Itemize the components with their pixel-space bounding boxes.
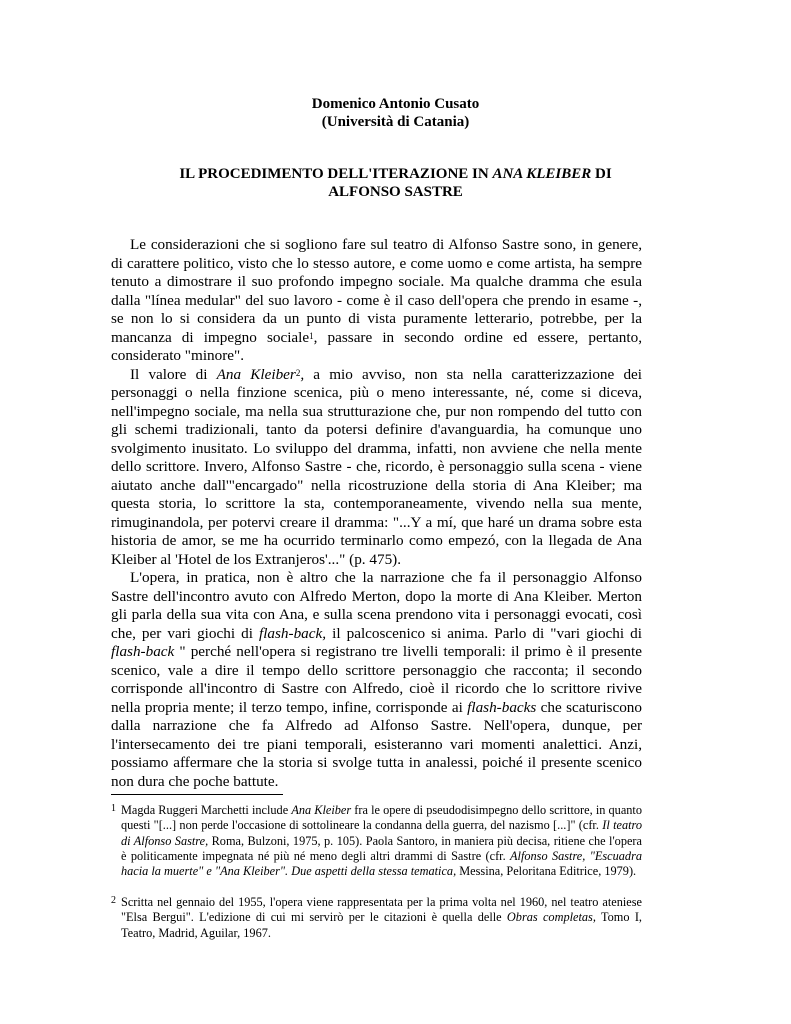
p3-flashback-2: flash-back — [111, 643, 175, 660]
fn1-text-a: Magda Ruggeri Marchetti include — [121, 803, 292, 817]
fn2-italic-1: Obras completas, — [506, 910, 596, 925]
p3-flashback-1: flash-back, — [258, 624, 327, 642]
footnote-ref-2[interactable]: 2 — [295, 367, 301, 378]
footnote-2 — [111, 895, 642, 941]
fn2-text-b: Tomo I, Teatro, Madrid, Aguilar, 1967. — [121, 910, 642, 940]
paragraph-2 — [111, 366, 642, 570]
fn1-italic-1: Ana Kleiber — [291, 803, 352, 817]
footnote-separator — [111, 794, 283, 795]
title-part2: DI — [591, 166, 612, 182]
p3-text-d: che scaturiscono dalla narrazione che fa Alfredo ad Alfonso Sastre. Nell'opera, dunque, per l'intersecamento dei tre piani temporali, esisteranno vari momenti analettici. Anzi, possiamo affermare che la storia si svolge tutta in analessi, poiché il presente scenico non dura che poche battute. — [111, 698, 642, 790]
fn1-italic-3: Alfonso Sastre, "Escuadra hacia la muerte" e "Ana Kleiber". Due aspetti della stessa tematica, — [121, 848, 643, 879]
footnote-1-text — [121, 803, 642, 879]
p1-text-b: , passare in secondo ordine ed essere, pertanto, considerato "minore". — [111, 328, 642, 364]
title-part1: IL PROCEDIMENTO DELL'ITERAZIONE IN — [179, 166, 493, 182]
p3-flashbacks: flash-backs — [467, 698, 537, 716]
p3-text-c: " perché nell'opera si registrano tre livelli temporali: il primo è il presente scenico, vale a dire il tempo dello scrittore personaggio che racconta; il secondo corrisponde all'incontro di Sastre con Alfredo, cioè il ricordo che lo scrittore rivive nella propria mente; il terzo tempo, infine, corrisponde ai — [111, 643, 642, 716]
fn1-italic-2: Il teatro di Alfonso Sastre, — [121, 818, 642, 848]
fn1-text-c: Roma, Bulzoni, 1975, p. 105). Paola Santoro, in maniera più decisa, ritiene che l'opera è politicamente impegnata né più né meno degli altri drammi di Sastre (cfr. — [121, 833, 642, 863]
fn2-text-a: Scritta nel gennaio del 1955, l'opera viene rappresentata per la prima volta nel 1960, nel teatro ateniese "Elsa Bergui". L'edizione di cui mi servirò per le citazioni è quella delle — [121, 895, 642, 925]
fn1-text-d: Messina, Peloritana Editrice, 1979). — [456, 864, 637, 879]
author-name: Domenico Antonio Cusato — [311, 96, 480, 112]
article-title-line2: ALFONSO SASTRE — [328, 184, 463, 200]
footnote-2-text — [121, 895, 642, 941]
p2-text-a: Il valore di — [130, 365, 217, 383]
article-title-line1 — [0, 166, 791, 183]
title-work: ANA KLEIBER — [492, 166, 592, 182]
footnote-2-number: 2 — [111, 895, 116, 906]
footnote-ref-1[interactable]: 1 — [309, 330, 314, 341]
p2-work-title: Ana Kleiber — [216, 365, 296, 383]
p1-text-a: Le considerazioni che si sogliono fare sul teatro di Alfonso Sastre sono, in genere, di carattere politico, visto che lo stesso autore, e come uomo e come artista, ha sempre tenuto a dimostrare il suo profondo impegno sociale. Ma qualche dramma che esula dalla "línea medular" del suo lavoro - come è il caso dell'opera che prendo in esame -, se non lo si considera da un punto di vista puramente letterario, potrebbe, per la mancanza di impegno sociale — [111, 236, 642, 346]
p3-text-a: L'opera, in pratica, non è altro che la narrazione che fa il personaggio Alfonso Sastre dell'incontro avuto con Alfredo Merton, dopo la morte di Ana Kleiber. Merton gli parla della sua vita con Ana, e sulla scena prendono vita i personaggi evocati, così che, per vari giochi di — [111, 569, 642, 642]
p3-text-b: il palcoscenico si anima. Parlo di "vari giochi di — [326, 624, 642, 642]
paragraph-3 — [111, 569, 642, 791]
author-affiliation: (Università di Catania) — [321, 114, 470, 130]
p2-text-b: a mio avviso, non sta nella caratterizzazione dei personaggi o nella finzione scenica, più o meno interessante, né, come si diceva, nell'impegno sociale, ma nella sua strutturazione che, pur non rompendo del tutto con gli schemi tradizionali, tanto da potersi definire d'avanguardia, ha comunque uno svolgimento inusitato. Lo sviluppo del dramma, infatti, non avviene che nella mente dello scrittore. Invero, Alfonso Sastre - che, ricordo, è personaggio sulla scena - viene aiutato anche dall'"encargado" nella ricostruzione della storia di Ana Kleiber; ma questa storia, lo scrittore la sta, contemporaneamente, vivendo nella sua mente, rimuginandola, per potervi creare il dramma: "...Y a mí, que haré un drama sobre esta historia de amor, se me ha ocurrido terminarlo como empezó, con la llegada de Ana Kleiber al 'Hotel de los Extranjeros'..." (p. 475). — [111, 365, 643, 568]
footnote-1 — [111, 803, 642, 879]
p2-comma: , — [300, 365, 305, 383]
article-body — [111, 236, 642, 791]
paragraph-1 — [111, 236, 642, 366]
footnote-1-number: 1 — [111, 803, 116, 814]
fn1-text-b: fra le opere di pseudodisimpegno dello scrittore, in quanto questi "[...] non perde l'occasione di sottolineare la condanna della guerra, del nazismo [...]" (cfr. — [121, 803, 642, 833]
